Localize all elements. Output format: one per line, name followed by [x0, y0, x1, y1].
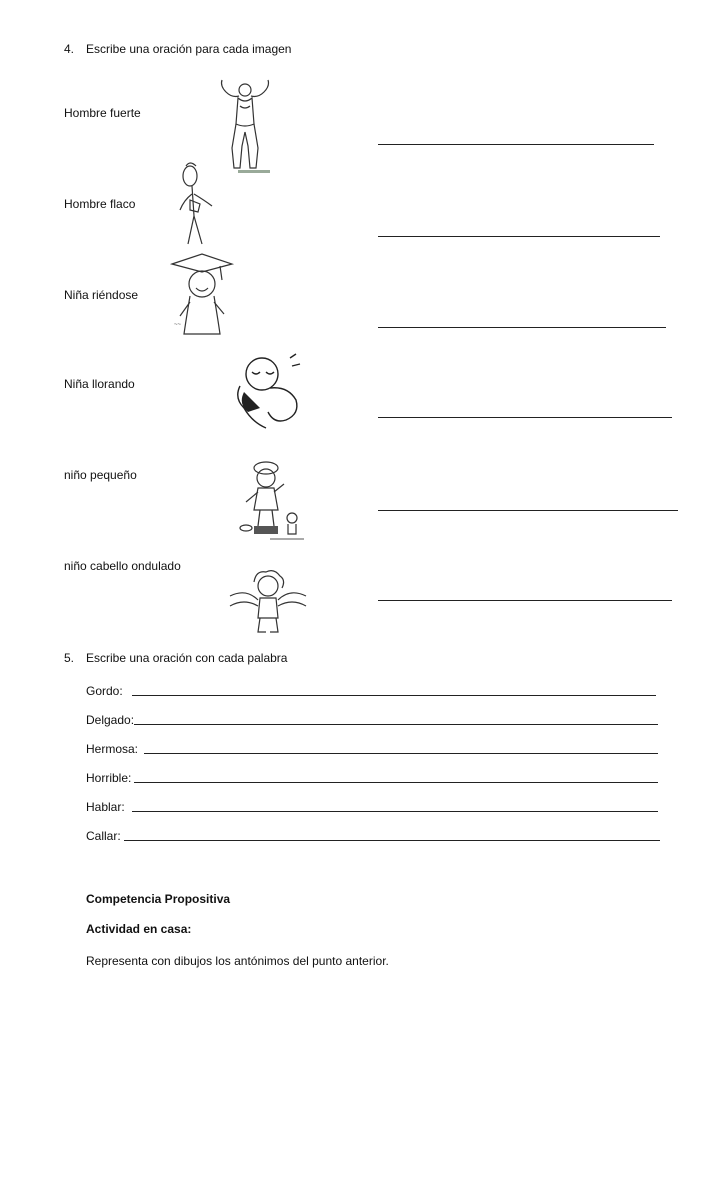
section-5-number: 5.: [64, 651, 75, 665]
answer-line-3[interactable]: [378, 327, 666, 328]
word-label: Horrible:: [86, 771, 132, 785]
word-row-gordo: [86, 684, 123, 698]
word-line-hablar[interactable]: [132, 811, 658, 812]
laughing-girl-icon: [166, 250, 238, 340]
word-label: Hermosa:: [86, 742, 139, 756]
word-line-callar[interactable]: [124, 840, 660, 841]
word-row-hablar: [86, 800, 125, 814]
instruction-text: Representa con dibujos los antónimos del punto anterior.: [86, 954, 389, 968]
item-label-crying-girl: Niña llorando: [64, 377, 135, 391]
item-label-small-boy: niño pequeño: [64, 468, 137, 482]
word-row-delgado: [86, 713, 134, 727]
section-5-heading: [64, 651, 287, 665]
actividad-heading: Actividad en casa:: [86, 922, 192, 936]
word-line-hermosa[interactable]: [144, 753, 658, 754]
word-label: Gordo:: [86, 684, 123, 698]
word-label: Delgado:: [86, 713, 135, 727]
small-boy-icon: [232, 452, 312, 544]
crying-girl-icon: [230, 348, 306, 432]
section-5-title: Escribe una oración con cada palabra: [86, 651, 288, 665]
section-4-title: Escribe una oración para cada imagen: [86, 42, 292, 56]
answer-line-6[interactable]: [378, 600, 672, 601]
word-row-hermosa: [86, 742, 138, 756]
item-label-strong-man: Hombre fuerte: [64, 106, 141, 120]
word-line-delgado[interactable]: [134, 724, 658, 725]
section-4-number: 4.: [64, 42, 75, 56]
wavy-hair-boy-icon: [226, 566, 310, 638]
word-row-callar: [86, 829, 121, 843]
item-label-thin-man: Hombre flaco: [64, 197, 136, 211]
answer-line-5[interactable]: [378, 510, 678, 511]
word-line-gordo[interactable]: [132, 695, 656, 696]
answer-line-4[interactable]: [378, 417, 672, 418]
thin-man-icon: [172, 160, 226, 248]
competencia-heading: Competencia Propositiva: [86, 892, 231, 906]
word-label: Hablar:: [86, 800, 125, 814]
answer-line-2[interactable]: [378, 236, 660, 237]
svg-text:~~: ~~: [174, 322, 182, 328]
word-label: Callar:: [86, 829, 121, 843]
answer-line-1[interactable]: [378, 144, 654, 145]
word-row-horrible: [86, 771, 131, 785]
item-label-wavy-hair-boy: niño cabello ondulado: [64, 559, 181, 573]
section-4-heading: [64, 42, 291, 56]
word-line-horrible[interactable]: [134, 782, 658, 783]
item-label-laughing-girl: Niña riéndose: [64, 288, 139, 302]
